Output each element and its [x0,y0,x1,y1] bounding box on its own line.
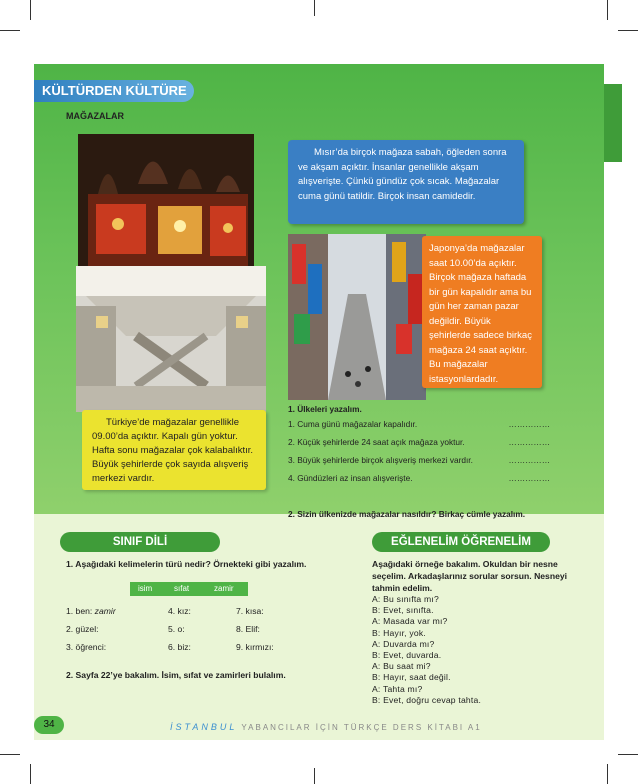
crop-mark [618,754,638,755]
dialogue-line: A: Duvarda mı? [372,638,435,649]
word-item: 6. biz: [168,642,191,652]
dialogue-line: A: Masada var mı? [372,616,448,627]
crop-mark [30,764,31,784]
word-item: 7. kısa: [236,606,264,616]
dialogue-line: B: Evet, duvarda. [372,650,442,661]
crop-mark [607,0,608,20]
exercise-item-text: 3. Büyük şehirlerde birçok alışveriş merkezi vardır. [288,455,473,465]
egypt-note: Mısır’da birçok mağaza sabah, öğleden sonra ve akşam açıktır. İnsanlar genellikle akşam alışverişte. Çünkü gündüz çok sıcak. Mağazalar cuma günü tatildir. Birçok insan camidedir. [288,140,524,224]
crop-mark [607,764,608,784]
word-item: 1. ben: zamir [66,606,116,616]
eglenelim-title: EĞLENELİM ÖĞRENELİM [372,532,550,552]
crop-mark [0,754,20,755]
exercise-item-text: 2. Küçük şehirlerde 24 saat açık mağaza yoktur. [288,437,465,447]
turkey-mall-photo [76,266,266,412]
subheading: MAĞAZALAR [66,111,124,121]
answer-blank[interactable]: …………… [508,455,550,465]
page-number: 34 [34,716,64,734]
exercise-heading: 1. Ülkeleri yazalım. [288,404,362,414]
japan-street-photo [288,234,426,400]
dialogue-line: B: Hayır, saat değil. [372,672,451,683]
word-item: 9. kırmızı: [236,642,274,652]
exercise-question-2: 2. Sizin ülkenizde mağazalar nasıldır? Birkaç cümle yazalım. [288,509,526,519]
word-item: 8. Elif: [236,624,260,634]
crop-mark [314,768,315,784]
book-footer [170,722,482,732]
egypt-bazaar-photo [78,134,254,268]
japan-note: Japonya’da mağazalar saat 10.00’da açıktır. Birçok mağaza haftada bir gün kapalıdır ama bu gün her zaman pazar değildir. Büyük şehirlerde sadece birkaç mağaza 24 saat açıktır. Bu mağazalar istasyonlardadır. [422,236,542,388]
answer-blank[interactable]: …………… [508,419,550,429]
crop-mark [314,0,315,16]
exercise-item [288,455,550,473]
header-isim: isim [138,584,153,593]
footer-subtitle: YABANCILAR İÇİN TÜRKÇE DERS KİTABI A1 [241,723,482,732]
header-zamir: zamir [214,584,234,593]
word-item: 5. o: [168,624,185,634]
exercise-item [288,419,550,437]
crop-mark [618,30,638,31]
word-type-question: 1. Aşağıdaki kelimelerin türü nedir? Örnekteki gibi yazalım. [66,559,307,569]
dialogue-line: A: Bu saat mi? [372,661,431,672]
exercise-item-text: 1. Cuma günü mağazalar kapalıdır. [288,419,418,429]
crop-mark [30,0,31,20]
exercise-item-text: 4. Gündüzleri az insan alışverişte. [288,473,413,483]
dialogue-line: B: Evet, doğru cevap tahta. [372,694,482,705]
dialogue-line: B: Evet, sınıfta. [372,605,434,616]
word-answer: zamir [94,606,116,616]
crop-mark [0,30,20,31]
dialogue-line: B: Hayır, yok. [372,627,426,638]
dialogue-line: A: Tahta mı? [372,683,423,694]
footer-brand: İSTANBUL [170,722,238,732]
answer-blank[interactable]: …………… [508,437,550,447]
header-sifat: sıfat [174,584,190,593]
countries-exercise [288,404,550,519]
word-type-exercise [66,558,311,570]
page-22-question: 2. Sayfa 22’ye bakalım. İsim, sıfat ve zamirleri bulalım. [66,670,286,680]
exercise-item [288,473,550,491]
word-item: 3. öğrenci: [66,642,107,652]
guessing-game [372,558,572,706]
dialogue-line: A: Bu sınıfta mı? [372,594,439,604]
sinif-dili-title: SINIF DİLİ [60,532,220,552]
word-type-header [130,582,248,596]
answer-blank[interactable]: …………… [508,473,550,483]
game-instruction: Aşağıdaki örneğe bakalım. Okuldan bir nesne seçelim. Arkadaşlarınız sorular sorsun. Nesneyi tahmin edelim. [372,559,568,593]
word-item: 4. kız: [168,606,191,616]
word-item: 2. güzel: [66,624,99,634]
turkey-note: Türkiye’de mağazalar genellikle 09.00’da açıktır. Kapalı gün yoktur. Hafta sonu mağazalar çok kalabalıktır. Büyük şehirlerde çok sayıda alışveriş merkezi vardır. [82,410,266,490]
section-banner: KÜLTÜRDEN KÜLTÜRE [34,80,194,102]
exercise-item [288,437,550,455]
